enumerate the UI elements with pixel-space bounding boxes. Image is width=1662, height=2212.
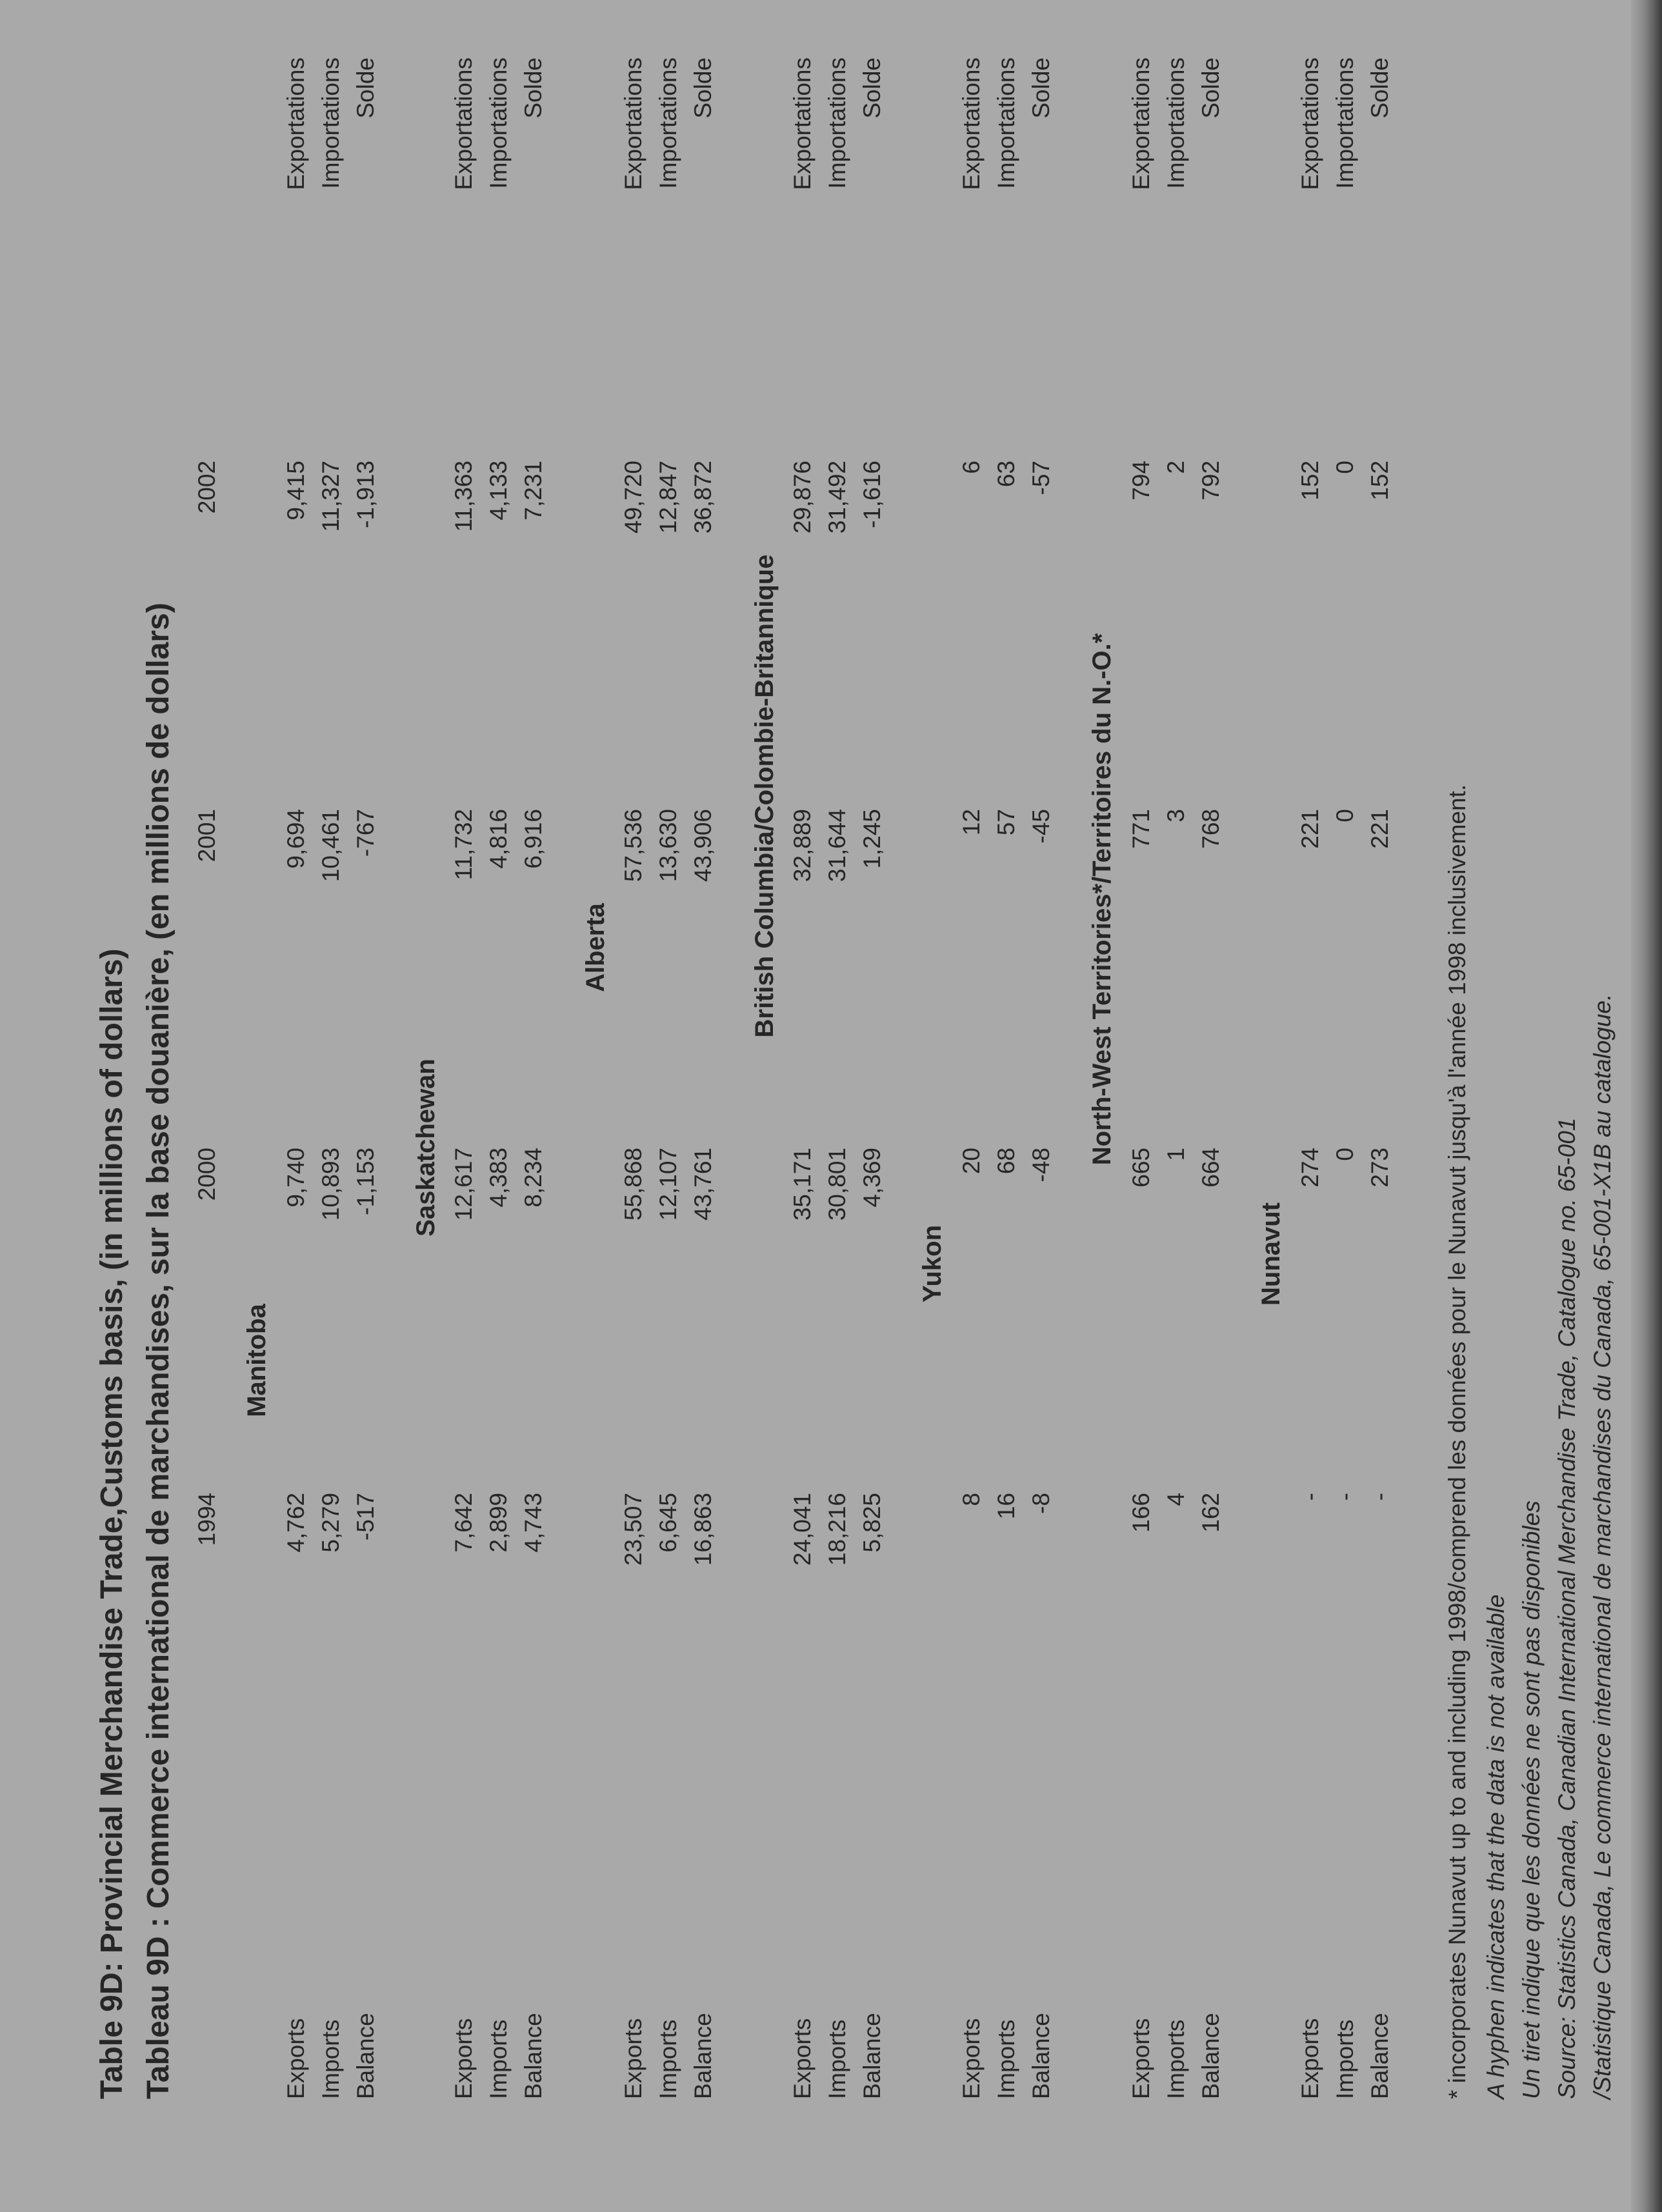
row-label-fr: Importations [993, 57, 1019, 189]
value-cell: 31,644 [824, 809, 850, 882]
value-cell: 162 [1197, 1493, 1224, 1533]
row-label-en: Imports [317, 2019, 344, 2099]
value-cell: 4,762 [283, 1493, 309, 1553]
row-label-fr: Solde [1028, 57, 1054, 119]
value-cell: 36,872 [690, 461, 716, 534]
value-cell: 20 [958, 1148, 985, 1175]
row-label-fr: Exportations [620, 57, 646, 190]
section-heading: Saskatchewan [412, 1059, 440, 1237]
value-cell: 792 [1197, 461, 1224, 501]
value-cell: 32,889 [789, 809, 816, 882]
value-cell: 13,630 [655, 809, 681, 882]
row-label-fr: Importations [824, 57, 850, 189]
row-label-en: Imports [824, 2019, 850, 2099]
row-label-en: Balance [1197, 2013, 1224, 2099]
value-cell: 768 [1197, 809, 1224, 849]
hyphen-note: Un tiret indique que les données ne sont pas disponibles [1518, 1500, 1545, 2099]
section-heading: British Columbia/Colombie-Britannique [750, 554, 779, 1038]
value-cell: -1,913 [352, 461, 379, 528]
value-cell: 7,642 [450, 1493, 477, 1553]
value-cell: 1,245 [859, 809, 885, 869]
section-heading: North-West Territories*/Territoires du N.-O.* [1088, 633, 1116, 1166]
row-label-fr: Exportations [958, 57, 985, 190]
row-label-en: Exports [958, 2018, 985, 2099]
row-label-en: Imports [993, 2019, 1019, 2099]
row-label-fr: Exportations [450, 57, 477, 190]
value-cell: 0 [1332, 461, 1358, 474]
section-heading: Yukon [918, 1224, 946, 1303]
value-cell: 55,868 [620, 1148, 646, 1221]
table-title-en: Table 9D: Provincial Merchandise Trade,Customs basis, (in millions of dollars) [95, 948, 129, 2099]
row-label-en: Exports [283, 2018, 309, 2099]
row-label-fr: Solde [352, 57, 379, 119]
row-label-fr: Importations [655, 57, 681, 189]
value-cell: 221 [1367, 809, 1393, 849]
footnote: * incorporates Nunavut up to and including 1998/comprend les données pour le Nunavut jusqu'à l'année 1998 inclusivement. [1444, 784, 1470, 2099]
value-cell: 49,720 [620, 461, 646, 534]
value-cell: 2,899 [485, 1493, 512, 1553]
value-cell: 35,171 [789, 1148, 816, 1221]
value-cell: 5,825 [859, 1493, 885, 1553]
value-cell: 9,740 [283, 1148, 309, 1208]
value-cell: 43,761 [690, 1148, 716, 1221]
row-label-fr: Exportations [1297, 57, 1323, 190]
value-cell: 794 [1128, 461, 1154, 501]
row-label-en: Exports [1128, 2018, 1154, 2099]
row-label-en: Balance [1028, 2013, 1054, 2099]
source-note: Source: Statistics Canada, Canadian International Merchandise Trade, Catalogue no. 65-001 [1554, 1117, 1580, 2099]
value-cell: 16,863 [690, 1493, 716, 1566]
row-label-fr: Solde [1197, 57, 1224, 119]
value-cell: 274 [1297, 1148, 1323, 1188]
value-cell: -517 [352, 1493, 379, 1541]
value-cell: 6,645 [655, 1493, 681, 1553]
row-label-en: Imports [1332, 2019, 1358, 2099]
value-cell: 1 [1163, 1148, 1189, 1161]
value-cell: -48 [1028, 1148, 1054, 1182]
section-heading: Manitoba [243, 1304, 271, 1417]
value-cell: 63 [993, 461, 1019, 488]
value-cell: 152 [1367, 461, 1393, 501]
value-cell: 31,492 [824, 461, 850, 534]
value-cell: 4,369 [859, 1148, 885, 1208]
value-cell: 273 [1367, 1148, 1393, 1188]
value-cell: 7,231 [520, 461, 546, 521]
row-label-en: Exports [1297, 2018, 1323, 2099]
value-cell: 5,279 [317, 1493, 344, 1553]
value-cell: -1,616 [859, 461, 885, 528]
value-cell: 8 [958, 1493, 985, 1506]
year-header: 1994 [194, 1493, 220, 1546]
value-cell: -57 [1028, 461, 1054, 495]
hyphen-note: A hyphen indicates that the data is not available [1483, 1594, 1509, 2099]
value-cell: - [1297, 1493, 1323, 1501]
row-label-en: Balance [1367, 2013, 1393, 2099]
row-label-fr: Exportations [283, 57, 309, 190]
value-cell: 9,415 [283, 461, 309, 521]
year-header: 2002 [194, 461, 220, 514]
value-cell: 12 [958, 809, 985, 836]
row-label-en: Imports [485, 2019, 512, 2099]
value-cell: 664 [1197, 1148, 1224, 1188]
value-cell: 0 [1332, 809, 1358, 822]
value-cell: -1,153 [352, 1148, 379, 1215]
value-cell: 11,327 [317, 461, 344, 532]
row-label-fr: Exportations [1128, 57, 1154, 190]
value-cell: 68 [993, 1148, 1019, 1175]
value-cell: 9,694 [283, 809, 309, 869]
row-label-fr: Importations [1332, 57, 1358, 189]
row-label-fr: Solde [520, 57, 546, 119]
value-cell: 166 [1128, 1493, 1154, 1533]
value-cell: - [1332, 1493, 1358, 1501]
row-label-en: Imports [655, 2019, 681, 2099]
table-title-fr: Tableau 9D : Commerce international de marchandises, sur la base douanière, (en millions de dollars) [141, 603, 175, 2099]
source-note: /Statistique Canada, Le commerce international de marchandises du Canada, 65-001-X1B au catalogue. [1589, 993, 1616, 2099]
value-cell: 11,732 [450, 809, 477, 881]
value-cell: 6,916 [520, 809, 546, 869]
value-cell: 4,743 [520, 1493, 546, 1553]
year-header: 2001 [194, 809, 220, 862]
value-cell: 0 [1332, 1148, 1358, 1161]
row-label-en: Balance [859, 2013, 885, 2099]
value-cell: 23,507 [620, 1493, 646, 1566]
value-cell: 43,906 [690, 809, 716, 882]
value-cell: 24,041 [789, 1493, 816, 1566]
value-cell: - [1367, 1493, 1393, 1501]
value-cell: 30,801 [824, 1148, 850, 1221]
value-cell: 152 [1297, 461, 1323, 501]
row-label-en: Exports [789, 2018, 816, 2099]
value-cell: 57,536 [620, 809, 646, 882]
value-cell: 4,816 [485, 809, 512, 869]
value-cell: 665 [1128, 1148, 1154, 1188]
section-heading: Alberta [581, 903, 610, 992]
value-cell: -45 [1028, 809, 1054, 844]
value-cell: 771 [1128, 809, 1154, 849]
row-label-fr: Solde [690, 57, 716, 119]
row-label-fr: Exportations [789, 57, 816, 190]
value-cell: 4,383 [485, 1148, 512, 1208]
value-cell: 11,363 [450, 461, 477, 532]
value-cell: -8 [1028, 1493, 1054, 1514]
value-cell: 57 [993, 809, 1019, 836]
row-label-en: Imports [1163, 2019, 1189, 2099]
value-cell: 4,133 [485, 461, 512, 521]
value-cell: 10,461 [317, 809, 344, 882]
row-label-en: Exports [450, 2018, 477, 2099]
value-cell: 10,893 [317, 1148, 344, 1221]
value-cell: 221 [1297, 809, 1323, 849]
row-label-en: Balance [352, 2013, 379, 2099]
row-label-fr: Importations [1163, 57, 1189, 189]
value-cell: 3 [1163, 809, 1189, 822]
value-cell: 6 [958, 461, 985, 474]
value-cell: 8,234 [520, 1148, 546, 1208]
value-cell: -767 [352, 809, 379, 857]
row-label-fr: Solde [859, 57, 885, 119]
row-label-fr: Importations [485, 57, 512, 189]
value-cell: 29,876 [789, 461, 816, 534]
value-cell: 16 [993, 1493, 1019, 1520]
value-cell: 18,216 [824, 1493, 850, 1566]
value-cell: 12,617 [450, 1148, 477, 1221]
value-cell: 12,847 [655, 461, 681, 534]
row-label-en: Balance [520, 2013, 546, 2099]
value-cell: 12,107 [655, 1148, 681, 1221]
section-heading: Nunavut [1257, 1202, 1285, 1306]
row-label-en: Balance [690, 2013, 716, 2099]
value-cell: 2 [1163, 461, 1189, 474]
row-label-fr: Importations [317, 57, 344, 189]
value-cell: 4 [1163, 1493, 1189, 1506]
year-header: 2000 [194, 1148, 220, 1201]
row-label-en: Exports [620, 2018, 646, 2099]
row-label-fr: Solde [1367, 57, 1393, 119]
